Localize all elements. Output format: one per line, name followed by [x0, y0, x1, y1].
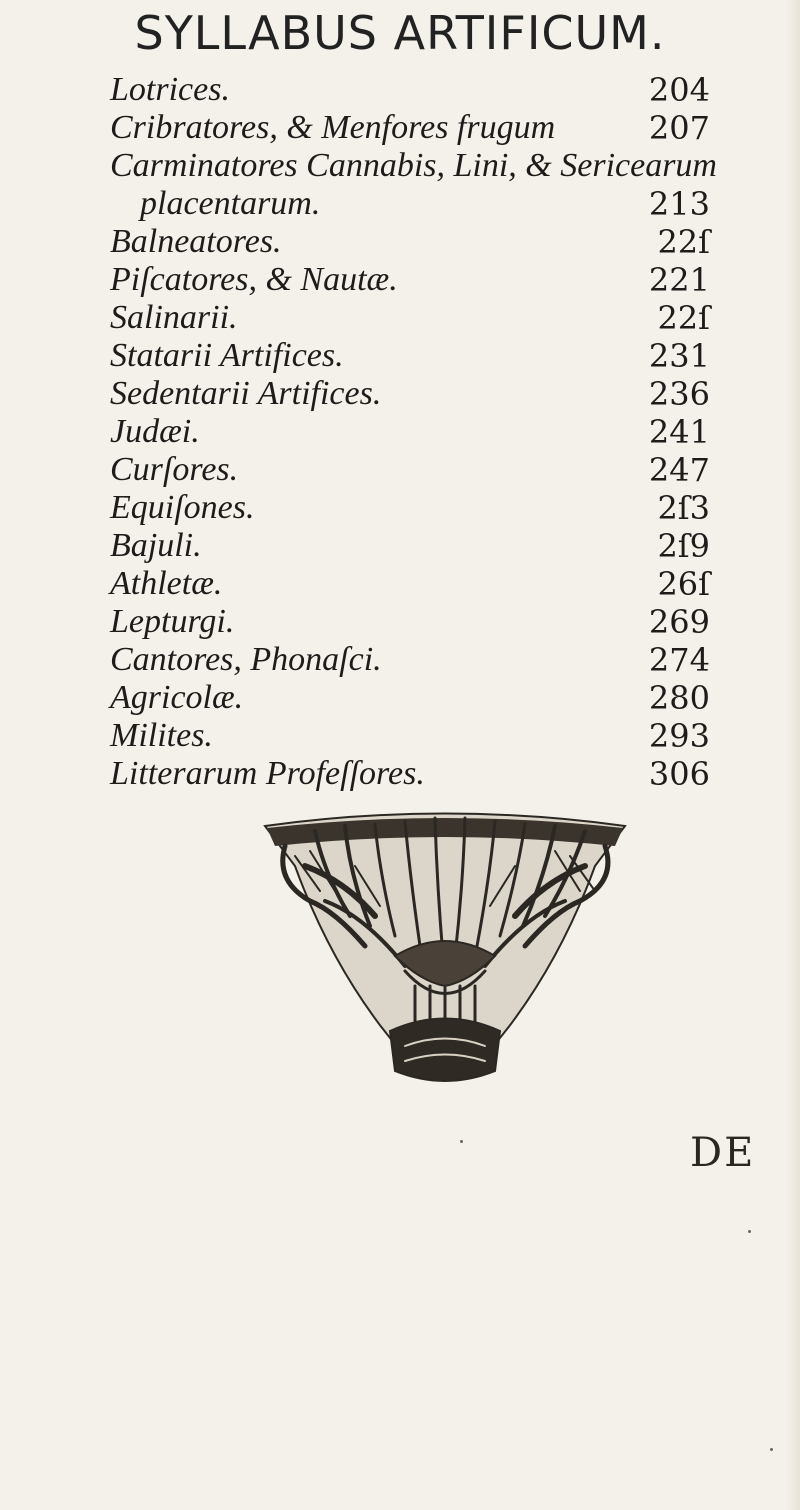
toc-entry-label: Carminatores Cannabis, Lini, & Sericearum	[110, 147, 717, 184]
paper-speck	[770, 1448, 773, 1451]
toc-entry-label: Curſores.	[110, 451, 239, 488]
toc-page-number: 231	[648, 337, 710, 375]
toc-page-number: 274	[648, 641, 710, 679]
toc-page-number: 213	[648, 185, 710, 223]
toc-page-number: 306	[648, 755, 710, 793]
toc-row	[0, 298, 800, 338]
toc-row	[0, 222, 800, 262]
toc-row	[0, 336, 800, 376]
toc-row	[0, 412, 800, 452]
toc-row	[0, 602, 800, 642]
toc-page-number: 236	[648, 375, 710, 413]
toc-entry-label: placentarum.	[140, 185, 321, 222]
toc-page-number: 293	[648, 717, 710, 755]
toc-entry-label: Lotrices.	[110, 71, 230, 108]
toc-row	[0, 146, 800, 186]
toc-row	[0, 108, 800, 148]
toc-entry-label: Equiſones.	[110, 489, 255, 526]
toc-page-number: 247	[648, 451, 710, 489]
toc-entry-label: Salinarii.	[110, 299, 238, 336]
toc-entry-label: Lepturgi.	[110, 603, 235, 640]
toc-entry-label: Piſcatores, & Nautæ.	[110, 261, 398, 298]
toc-row	[0, 754, 800, 794]
toc-page-number: 2ſ3	[657, 489, 710, 527]
toc-entry-label: Balneatores.	[110, 223, 282, 260]
engraved-foliage-tailpiece-icon	[255, 806, 635, 1096]
toc-row	[0, 526, 800, 566]
toc-row	[0, 260, 800, 300]
toc-row	[0, 678, 800, 718]
toc-page-number: 2ſ9	[657, 527, 710, 565]
toc-page-number: 280	[648, 679, 710, 717]
toc-entry-label: Bajuli.	[110, 527, 202, 564]
toc-row	[0, 640, 800, 680]
paper-speck	[460, 1140, 463, 1143]
running-header: SYLLABUS ARTIFICUM.	[134, 6, 666, 60]
toc-row	[0, 716, 800, 756]
toc-page-number: 207	[648, 109, 710, 147]
toc-entry-label: Agricolæ.	[110, 679, 244, 716]
toc-page-number: 22ſ	[657, 299, 710, 337]
catchword: DE	[690, 1130, 756, 1176]
toc-entry-label: Sedentarii Artifices.	[110, 375, 382, 412]
toc-entry-label: Litterarum Profeſſores.	[110, 755, 425, 792]
toc-entry-label: Cantores, Phonaſci.	[110, 641, 382, 678]
toc-row	[0, 184, 800, 224]
toc-entry-label: Athletæ.	[110, 565, 223, 602]
toc-page-number: 269	[648, 603, 710, 641]
toc-row	[0, 70, 800, 110]
toc-row	[0, 450, 800, 490]
toc-row	[0, 374, 800, 414]
paper-speck	[748, 1230, 751, 1233]
toc-entry-label: Cribratores, & Menfores frugum	[110, 109, 556, 146]
toc-entry-label: Milites.	[110, 717, 213, 754]
toc-entry-label: Judæi.	[110, 413, 200, 450]
toc-entry-label: Statarii Artifices.	[110, 337, 344, 374]
toc-page-number: 241	[648, 413, 710, 451]
toc-page-number: 221	[648, 261, 710, 299]
toc-page-number: 22ſ	[657, 223, 710, 261]
toc-row	[0, 564, 800, 604]
toc-row	[0, 488, 800, 528]
page-edge-shadow	[786, 0, 800, 1510]
toc-page-number: 204	[648, 71, 710, 109]
toc-page-number: 26ſ	[657, 565, 710, 603]
